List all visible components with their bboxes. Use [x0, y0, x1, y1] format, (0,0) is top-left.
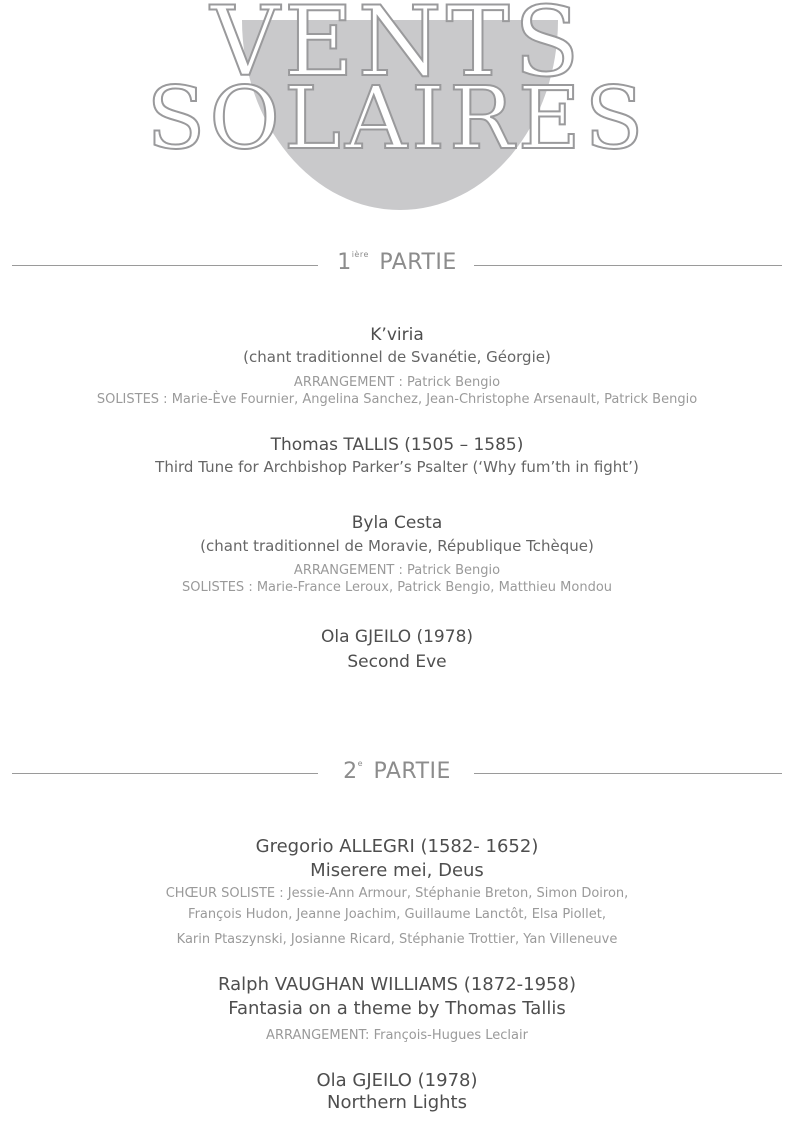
piece-subtitle: Miserere mei, Deus	[310, 860, 484, 881]
piece-title: Thomas TALLIS (1505 – 1585)	[270, 435, 524, 455]
section-label: PARTIE	[373, 759, 451, 784]
title-line-2: SOLAIRES	[146, 69, 648, 169]
piece-title: Ralph VAUGHAN WILLIAMS (1872-1958)	[218, 974, 576, 995]
piece-arrangement: ARRANGEMENT: François-Hugues Leclair	[266, 1028, 528, 1043]
piece-subtitle: Northern Lights	[327, 1092, 467, 1113]
piece-subtitle: (chant traditionnel de Moravie, République Tchèque)	[200, 537, 594, 555]
section-heading-part-2	[0, 759, 794, 784]
piece-arrangement: ARRANGEMENT : Patrick Bengio	[293, 375, 501, 390]
piece-soloists: SOLISTES : Marie-Ève Fournier, Angelina Sanchez, Jean-Christophe Arsenault, Patrick Bengio	[96, 392, 698, 407]
piece-arrangement: ARRANGEMENT : Patrick Bengio	[293, 563, 501, 578]
section-suffix: ière	[351, 250, 369, 259]
piece-title: Byla Cesta	[351, 513, 443, 533]
section-number: 1	[337, 250, 352, 275]
piece-title: Gregorio ALLEGRI (1582- 1652)	[255, 836, 539, 857]
piece-subtitle: Fantasia on a theme by Thomas Tallis	[228, 998, 566, 1019]
choir-line: CHŒUR SOLISTE : Jessie-Ann Armour, Stéphanie Breton, Simon Doiron,	[165, 886, 629, 901]
piece-title: Ola GJEILO (1978)	[316, 1070, 478, 1091]
section-number: 2	[343, 759, 358, 784]
section-label: PARTIE	[379, 250, 457, 275]
choir-line: François Hudon, Jeanne Joachim, Guillaume Lanctôt, Elsa Piollet,	[188, 907, 606, 922]
section-heading-part-1	[0, 250, 794, 275]
section-suffix: e	[357, 759, 363, 768]
choir-line: Karin Ptaszynski, Josianne Ricard, Stéphanie Trottier, Yan Villeneuve	[176, 932, 618, 947]
piece-subtitle: Third Tune for Archbishop Parker’s Psalter (‘Why fum’th in fight’)	[155, 458, 639, 476]
piece-title: Ola GJEILO (1978)	[320, 627, 474, 647]
piece-subtitle: (chant traditionnel de Svanétie, Géorgie)	[243, 348, 551, 366]
piece-subtitle: Second Eve	[347, 652, 447, 672]
piece-title: K’viria	[370, 325, 424, 345]
piece-soloists: SOLISTES : Marie-France Leroux, Patrick Bengio, Matthieu Mondou	[181, 580, 613, 595]
title-line-1: VENTS	[210, 0, 584, 98]
